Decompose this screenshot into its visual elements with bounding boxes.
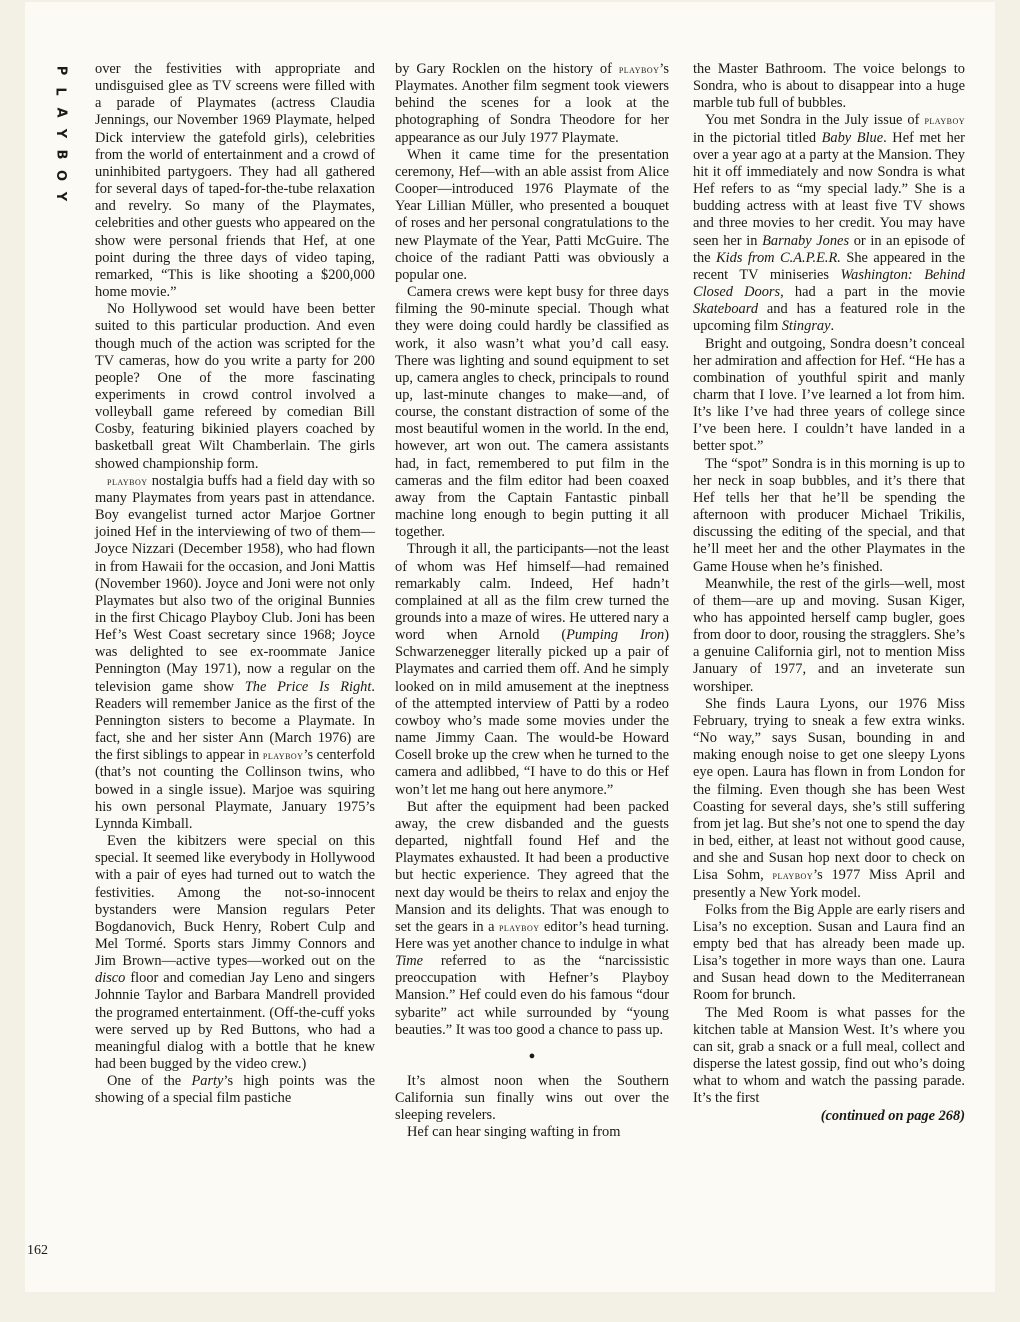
article-paragraph: The “spot” Sondra is in this morning is up to her neck in soap bubbles, and it’s there that Hef tells her that he’ll be spending the afternoon with producer Michael Trikilis, discussing the editing of the special, and that he’ll meet her and the other Playmates in the Game House when he’s finished. bbox=[693, 455, 965, 575]
article-paragraph: the Master Bathroom. The voice belongs to Sondra, who is about to disappear into a huge marble tub full of bubbles. bbox=[693, 61, 965, 112]
article-paragraph: by Gary Rocklen on the history of playboy’s Playmates. Another film segment took viewers behind the scenes for a look at the photographing of Sondra Theodore for her appearance as our July 1977 Playmate. bbox=[395, 61, 669, 146]
article-paragraph: Meanwhile, the rest of the girls—well, most of them—are up and moving. Susan Kiger, who has appointed herself camp bugler, goes from door to door, rousing the stragglers. She’s a genuine California girl, not to mention Miss January of 1977, and an inveterate sun worshiper. bbox=[693, 575, 965, 695]
article-paragraph: playboy nostalgia buffs had a field day with so many Playmates from years past in attendance. Boy evangelist turned actor Marjoe Gortner joined Hef in the interviewing of two of them—Joyce Nizzari (December 1958), who had flown in from Hawaii for the occasion, and Joni Mattis (November 1960). Joyce and Joni were not only Playmates but also two of the original Bunnies in the first Chicago Playboy Club. Joni has been Hef’s West Coast secretary since 1968; Joyce was delighted to see ex-roommate Janice Pennington (May 1971), now a regular on the television game show The Price Is Right. Readers will remember Janice as the first of the Pennington sisters to become a Playmate. In fact, she and her sister Ann (March 1976) are the first siblings to appear in playboy’s centerfold (that’s not counting the Collinson twins, who bowed in a single issue). Marjoe was squiring his own personal Playmate, January 1975’s Lynnda Kimball. bbox=[95, 472, 375, 832]
article-paragraph: No Hollywood set would have been better suited to this particular production. And even though much of the action was scripted for the TV cameras, how do you write a party for 200 people? One of the more fascinating experiments in crowd control involved a volleyball game refereed by comedian Bill Cosby, featuring bikinied players coached by basketball great Wilt Chamberlain. The girls showed championship form. bbox=[95, 301, 375, 472]
article-paragraph: Bright and outgoing, Sondra doesn’t conceal her admiration and affection for Hef. “He has a combination of youthful spirit and manly charm that I love. I’ve learned a lot from him. It’s like I’ve had three years of college since I’ve been here. I couldn’t have landed in a better spot.” bbox=[693, 335, 965, 455]
article-paragraph: Through it all, the participants—not the least of whom was Hef himself—had remained remarkably calm. Indeed, Hef hadn’t complained at all as the film crew turned the grounds into a maze of wires. He uttered nary a word when Arnold (Pumping Iron) Schwarzenegger literally picked up a pair of Playmates and carried them off. And he simply looked on in mild amusement at the ineptness of the attempted interview of Patti by a rodeo cowboy who’s made some movies under the name Jimmy Caan. The would-be Howard Cosell broke up the crew when he turned to the camera and adlibbed, “I have to do this or Hef won’t let me hang out here anymore.” bbox=[395, 541, 670, 798]
article-paragraph: When it came time for the presentation ceremony, Hef—with an able assist from Alice Cooper—introduced 1976 Playmate of the Year Lillian Müller, who presented a bouquet of roses and her personal congratulations to the new Playmate of the Year, Patti McGuire. The choice of the radiant Patti was obviously a popular one. bbox=[395, 146, 669, 283]
article-paragraph: She finds Laura Lyons, our 1976 Miss February, trying to sneak a few extra winks. “No way,” says Susan, bounding in and making enough noise to get one sleepy Lyons eye open. Laura has flown in from London for the filming. Even though she has been West Coasting for several days, she’s still suffering from jet lag. But she’s not one to spend the day in bed, either, at least not without good cause, and she and Susan hop next door to check on Lisa Sohm, playboy’s 1977 Miss April and presently a New York model. bbox=[693, 695, 965, 901]
article-column-2 bbox=[395, 61, 669, 1142]
masthead-letter: B bbox=[53, 149, 69, 160]
article-paragraph: Camera crews were kept busy for three days filming the 90-minute special. Though what they were doing could hardly be classified as work, it also wasn’t what you’d call easy. There was lighting and sound equipment to set up, camera angles to check, principals to round up, last-minute changes to make—and, of course, the constant distraction of some of the most beautiful women in the world. In the end, however, art won out. The camera assistants had, in fact, remembered to put film in the cameras and the film editor had been coaxed away from the Captain Fantastic pinball machine long enough to begin putting it all together. bbox=[395, 284, 669, 541]
masthead-letter: L bbox=[53, 87, 69, 96]
article-paragraph: It’s almost noon when the Southern California sun finally wins out over the sleeping revelers. bbox=[395, 1072, 669, 1124]
page-number: 162 bbox=[27, 1243, 48, 1258]
article-column-1 bbox=[95, 61, 375, 1108]
magazine-page bbox=[25, 2, 995, 1292]
masthead-letter: Y bbox=[53, 128, 69, 139]
masthead-letter: P bbox=[53, 65, 69, 76]
article-paragraph: Hef can hear singing wafting in from bbox=[407, 1124, 621, 1141]
article-paragraph: (continued on page 268) bbox=[820, 1107, 965, 1124]
article-paragraph: The Med Room is what passes for the kitchen table at Mansion West. It’s where you can sit, grab a snack or a full meal, collect and disperse the latest gossip, find out who’s doing what to whom and watch the passing parade. It’s the first bbox=[693, 1004, 965, 1107]
article-paragraph: One of the Party’s high points was the showing of a special film pastiche bbox=[95, 1073, 375, 1107]
article-paragraph: Even the kibitzers were special on this special. It seemed like everybody in Hollywood with a pair of eyes had turned out to watch the festivities. Among the not-so-innocent bystanders were Mansion regulars Peter Bogdanovich, Buck Henry, Robert Culp and Mel Tormé. Sports stars Jimmy Connors and Jim Brown—active types—worked out on the disco floor and comedian Jay Leno and singers Johnnie Taylor and Barbara Mandrell provided the programed entertainment. (Off-the-cuff yoks were served up by Red Buttons, who had a meaningful dialog with a bottle that he knew had been bugged by the video crew.) bbox=[95, 833, 375, 1073]
masthead-vertical bbox=[51, 60, 69, 207]
article-paragraph: Folks from the Big Apple are early risers and Lisa’s no exception. Susan and Laura find an empty bed that has already been made up. Lisa’s together in more ways than one. Laura and Susan head down to the Mediterranean Room for brunch. bbox=[693, 901, 965, 1004]
article-paragraph: You met Sondra in the July issue of playboy in the pictorial titled Baby Blue. Hef met her over a year ago at a party at the Mansion. They hit it off immediately and now Sondra is what Hef refers to as “my special lady.” She is a budding actress with at least five TV shows and three movies to her credit. You may have seen her in Barnaby Jones or in an episode of the Kids from C.A.P.E.R. She appeared in the recent TV miniseries Washington: Behind Closed Doors, had a part in the movie Skateboard and has a featured role in the upcoming film Stingray. bbox=[693, 112, 965, 335]
article-column-3 bbox=[693, 61, 965, 1125]
article-paragraph: But after the equipment had been packed away, the crew disbanded and the guests departed, nightfall found Hef and the Playmates exhausted. It had been a productive but hectic experience. They agreed that the next day would be theirs to relax and enjoy the Mansion and its delights. That was enough to set the gears in a playboy editor’s head turning. Here was yet another chance to indulge in what Time referred to as the “narcissistic preoccupation with Hefner’s Playboy Mansion.” Hef could even do his famous “dour sybarite” act while surrounded by “young beauties.” It was too good a chance to pass up. bbox=[395, 798, 669, 1038]
masthead-letter: O bbox=[53, 169, 69, 182]
section-break-bullet: ● bbox=[528, 1049, 536, 1062]
masthead-letter: A bbox=[53, 107, 69, 118]
masthead-letter: Y bbox=[53, 191, 69, 202]
article-paragraph: over the festivities with appropriate and undisguised glee as TV screens were filled with a parade of Playmates (actress Claudia Jennings, our November 1969 Playmate, helped Dick interview the gatefold girls), celebrities from the world of entertainment and a crowd of uninhibited partygoers. They had all gathered for several days of taped-for-the-tube relaxation and revelry. So many of the Playmates, celebrities and other guests who appeared on the show were personal friends that Hef, at one point during the three days of video taping, remarked, “This is like shooting a $200,000 home movie.” bbox=[95, 61, 375, 301]
